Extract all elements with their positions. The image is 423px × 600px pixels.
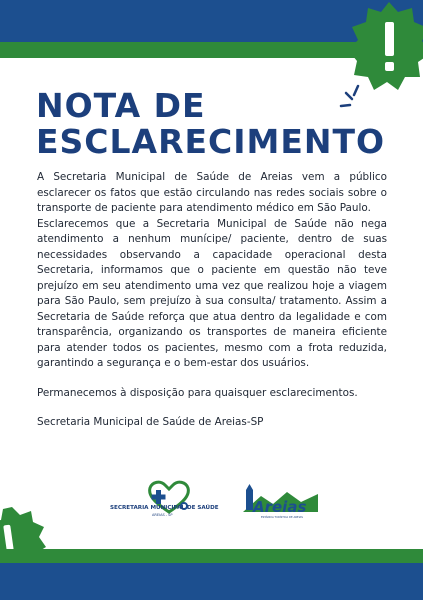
paragraph-availability: Permanecemos à disposição para quaisquer esclarecimentos.: [37, 386, 358, 399]
areias-logo-text: Areias: [253, 498, 307, 516]
signature: Secretaria Municipal de Saúde de Areias-SP: [37, 416, 264, 428]
secretaria-logo-subtext: AREIAS - SP: [152, 513, 173, 517]
note-body: [37, 170, 387, 431]
paragraph-clarification: Esclarecemos que a Secretaria Municipal de Saúde não nega atendimento a nenhum munícipe/ paciente, dentro de suas necessidades observando a capacidade operacional desta Secretaria, informamos que o paciente em questão não teve prejuízo em seu atendimento uma vez que realizou hoje a viagem para São Paulo, sem prejuízo à sua consulta/ tratamento. Assim a Secretaria de Saúde reforça que atua dentro da legalidade e com transparência, organizando os transportes de maneira eficiente para atender todos os pacientes, mesmo com a frota reduzida, garantindo a segurança e o bem-estar dos usuários.: [37, 217, 387, 369]
footer-green-band: [0, 549, 423, 563]
secretaria-saude-logo: [110, 480, 222, 522]
areias-logo-subtext: ESTÂNCIA TURÍSTICA DE AREIAS: [261, 516, 303, 519]
title-line-1: NOTA DE: [36, 86, 206, 125]
areias-logo: [243, 482, 318, 522]
paragraph-intro: A Secretaria Municipal de Saúde de Areias vem a público esclarecer os fatos que estão circulando nas redes sociais sobre o transporte de paciente para atendimento médico em São Paulo.: [37, 171, 387, 214]
page-title: [36, 86, 386, 161]
title-line-2: ESCLARECIMENTO: [36, 122, 386, 161]
secretaria-logo-text: SECRETARIA MUNICIPAL DE SAÚDE: [110, 505, 219, 511]
footer-blue-band: [0, 563, 423, 600]
